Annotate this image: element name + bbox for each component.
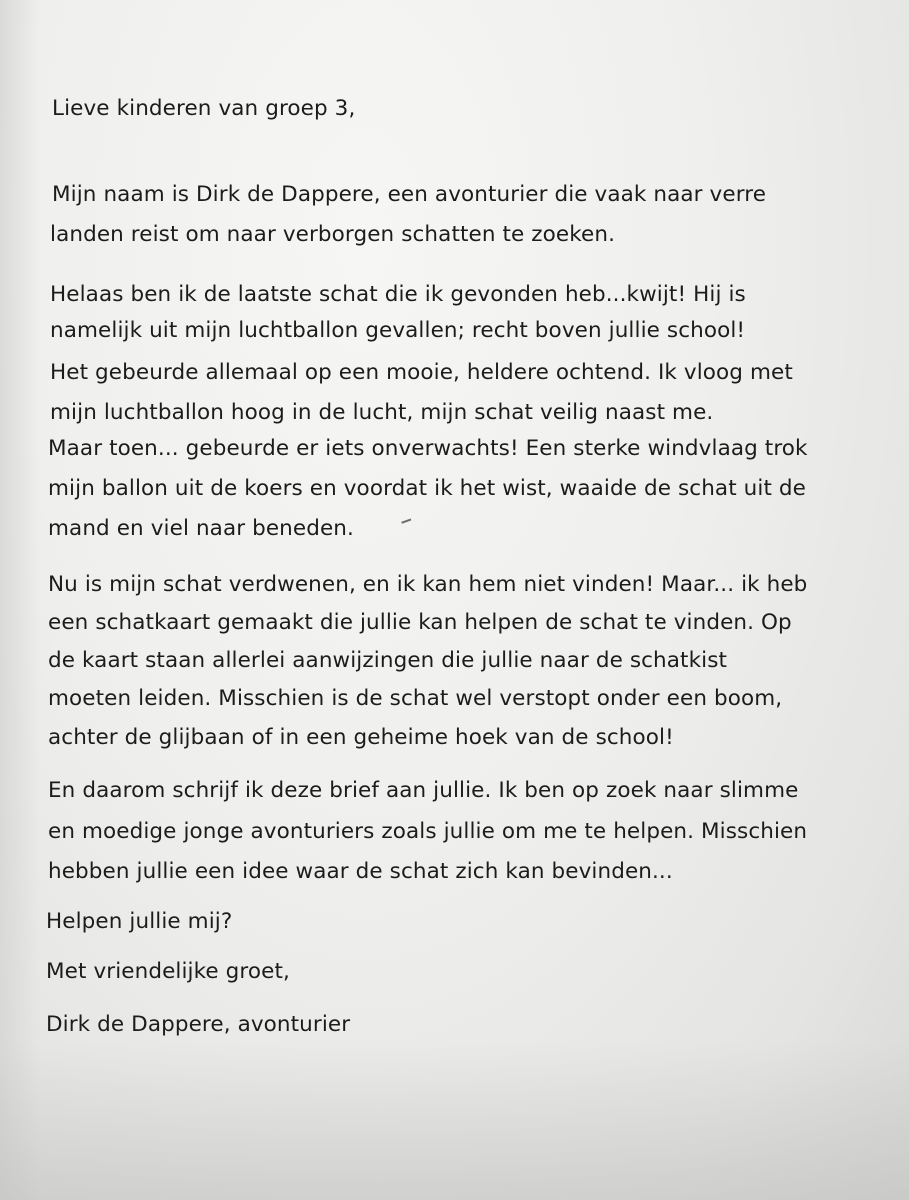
- paragraph-2-line-1: Helaas ben ik de laatste schat die ik gevonden heb...kwijt! Hij is: [50, 282, 746, 307]
- paragraph-5-line-3: hebben jullie een idee waar de schat zich kan bevinden...: [48, 859, 673, 884]
- paragraph-3-line-4: mijn ballon uit de koers en voordat ik het wist, waaide de schat uit de: [48, 476, 807, 501]
- paragraph-3-line-5: mand en viel naar beneden.: [48, 516, 354, 541]
- paper-shadow-bottom: [0, 1040, 909, 1200]
- paragraph-3-line-3: Maar toen... gebeurde er iets onverwachts! Een sterke windvlaag trok: [48, 436, 808, 461]
- paragraph-4-line-3: de kaart staan allerlei aanwijzingen die jullie naar de schatkist: [48, 648, 728, 673]
- paragraph-4-line-5: achter de glijbaan of in een geheime hoek van de school!: [48, 725, 674, 750]
- paragraph-4-line-1: Nu is mijn schat verdwenen, en ik kan hem niet vinden! Maar... ik heb: [48, 572, 808, 597]
- paragraph-1-line-2: landen reist om naar verborgen schatten te zoeken.: [50, 222, 616, 247]
- letter-greeting: Lieve kinderen van groep 3,: [52, 96, 356, 121]
- letter-signature: Dirk de Dappere, avonturier: [46, 1012, 351, 1037]
- paragraph-4-line-4: moeten leiden. Misschien is de schat wel verstopt onder een boom,: [48, 686, 783, 711]
- paragraph-5-line-1: En daarom schrijf ik deze brief aan jullie. Ik ben op zoek naar slimme: [48, 778, 799, 803]
- letter-question: Helpen jullie mij?: [46, 909, 233, 934]
- paragraph-2-line-2: namelijk uit mijn luchtballon gevallen; recht boven jullie school!: [50, 318, 746, 343]
- paragraph-3-line-2: mijn luchtballon hoog in de lucht, mijn schat veilig naast me.: [50, 400, 714, 425]
- paragraph-5-line-2: en moedige jonge avonturiers zoals jullie om me te helpen. Misschien: [48, 819, 808, 844]
- paragraph-1-line-1: Mijn naam is Dirk de Dappere, een avonturier die vaak naar verre: [52, 182, 767, 207]
- paragraph-4-line-2: een schatkaart gemaakt die jullie kan helpen de schat te vinden. Op: [48, 610, 792, 635]
- paragraph-3-line-1: Het gebeurde allemaal op een mooie, heldere ochtend. Ik vloog met: [50, 360, 793, 385]
- paper-shadow-left: [0, 0, 40, 1200]
- letter-closing: Met vriendelijke groet,: [46, 959, 290, 984]
